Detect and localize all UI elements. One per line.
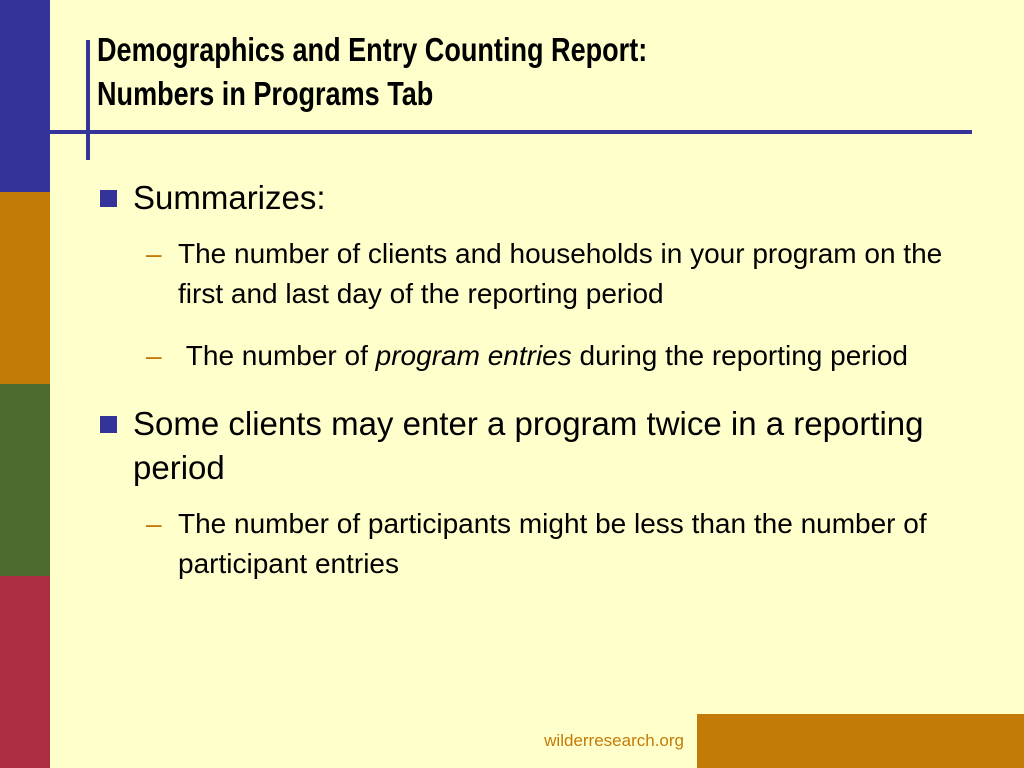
bullet-text: Summarizes:: [133, 179, 326, 216]
sub-bullet-item: [97, 336, 977, 376]
slide-title-line-2: Numbers in Programs Tab: [97, 75, 434, 112]
dash-bullet-icon: –: [146, 238, 162, 269]
bullet-text: Some clients may enter a program twice in a reporting period: [133, 405, 924, 486]
left-stripe-blue: [0, 0, 50, 192]
sub-bullet-text: The number of participants might be less than the number of participant entries: [178, 508, 927, 579]
slide-body: [97, 176, 977, 584]
sub-bullet-text: The number of clients and households in your program on the first and last day of the reporting period: [178, 238, 943, 309]
square-bullet-icon: [100, 190, 117, 207]
sub-bullet-text-pre: The number of: [178, 340, 376, 371]
sub-bullet-item: [97, 234, 977, 314]
dash-bullet-icon: –: [146, 340, 162, 371]
footer-bar: [697, 714, 1024, 768]
left-stripe-orange: [0, 192, 50, 384]
left-stripe-red: [0, 576, 50, 768]
bullet-item: [97, 176, 977, 220]
bullet-item: [97, 402, 977, 490]
square-bullet-icon: [100, 416, 117, 433]
title-horizontal-rule: [50, 130, 972, 134]
sub-bullet-emphasis: program entries: [375, 340, 572, 371]
left-stripe-green: [0, 384, 50, 576]
footer-url: wilderresearch.org: [544, 731, 684, 750]
sub-bullet-item: [97, 504, 977, 584]
sub-bullet-text-post: during the reporting period: [571, 340, 908, 371]
dash-bullet-icon: –: [146, 508, 162, 539]
title-vertical-rule: [86, 40, 90, 160]
slide-title: [97, 28, 802, 116]
slide-title-line-1: Demographics and Entry Counting Report:: [97, 31, 648, 68]
